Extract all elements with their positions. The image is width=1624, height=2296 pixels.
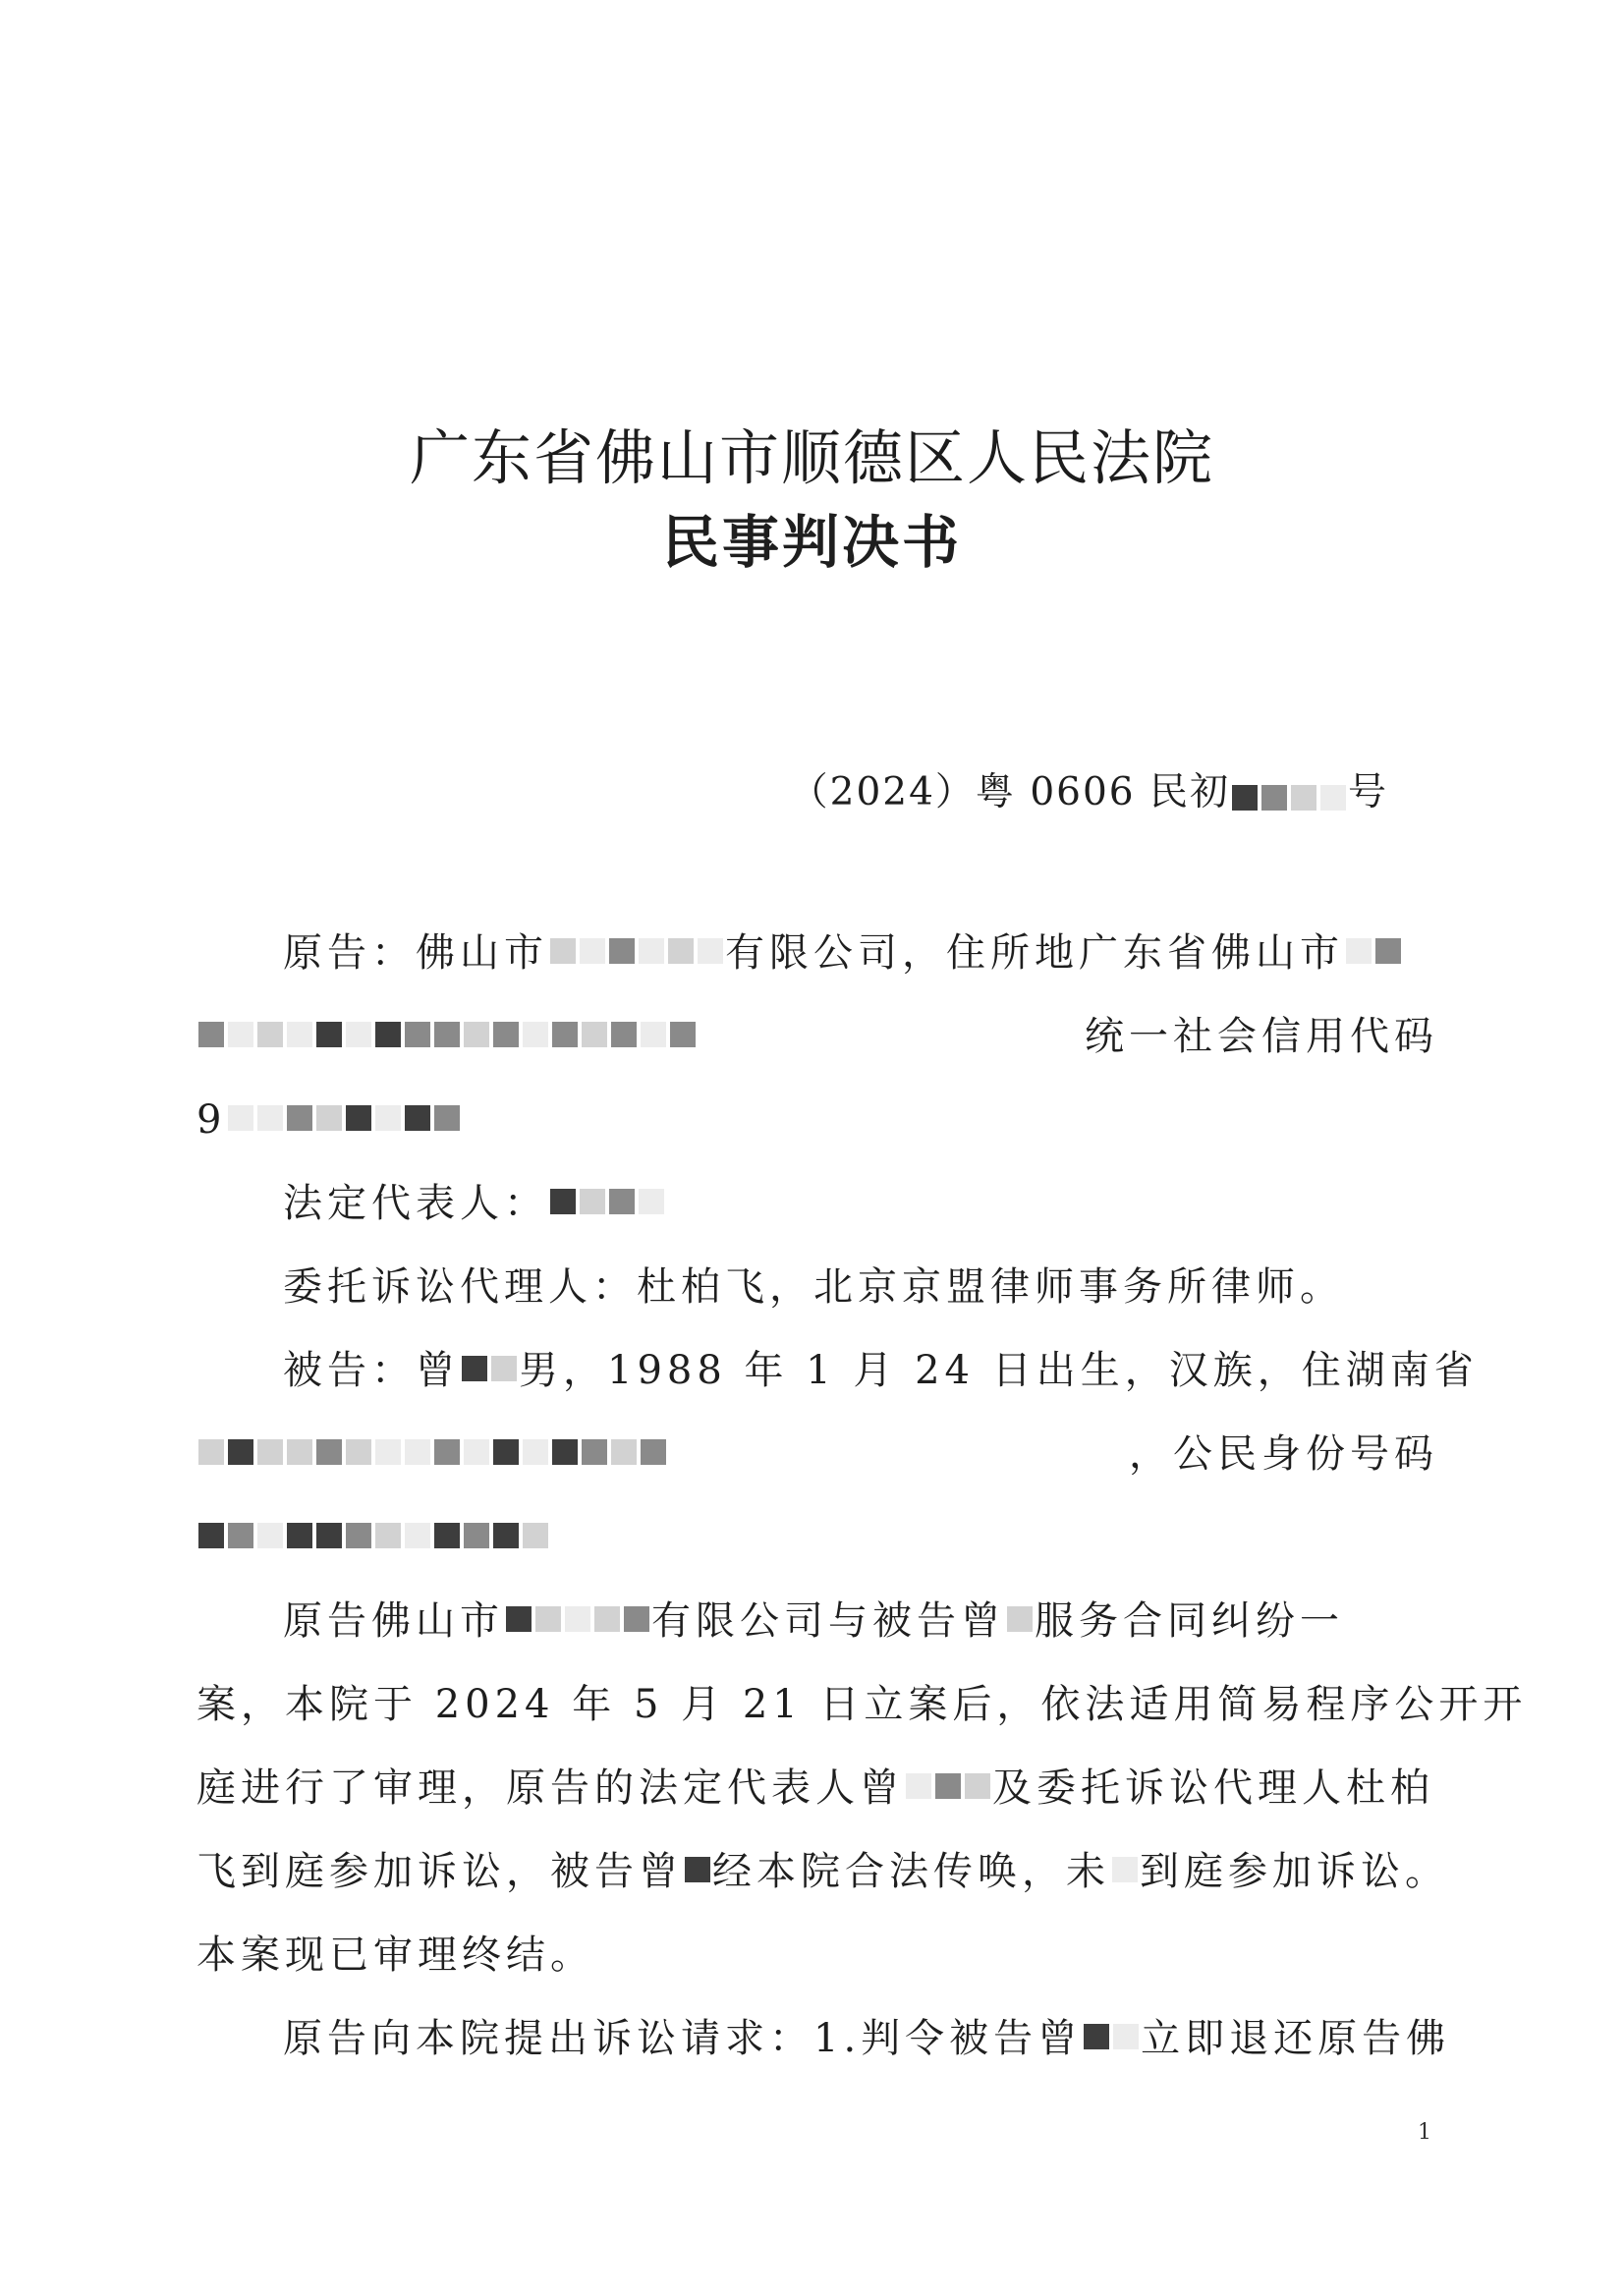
claims-line-1 (196, 2009, 1525, 2068)
case-intro-text: 飞到庭参加诉讼，被告曾 (196, 1849, 683, 1894)
case-number-suffix: 号 (1347, 770, 1388, 814)
case-intro-line-1 (196, 1592, 1525, 1651)
case-intro-text: 原告佛山市 (283, 1598, 504, 1644)
case-intro-text: 案，本院于 2024 年 5 月 21 日立案后，依法适用简易程序公开开 (196, 1682, 1528, 1727)
defendant-details: 男，1988 年 1 月 24 日出生，汉族，住湖南省 (519, 1348, 1479, 1393)
plaintiff-address-text: 有限公司，住所地广东省佛山市 (725, 930, 1344, 976)
redacted-mosaic (504, 1599, 651, 1639)
case-intro-line-5 (196, 1926, 1438, 1985)
plaintiff-line-2 (196, 1007, 1438, 1066)
court-name: 广东省佛山市顺德区人民法院 (409, 423, 1214, 493)
claims-text: 立即退还原告佛 (1141, 2016, 1451, 2061)
redacted-mosaic (1230, 778, 1348, 817)
defendant-line-2 (196, 1425, 1438, 1484)
case-intro-line-3 (196, 1759, 1438, 1818)
case-intro-text: 有限公司与被告曾 (651, 1598, 1005, 1644)
case-intro-text: 及委托诉讼代理人杜柏 (992, 1765, 1434, 1811)
id-number-label: ，公民身份号码 (1129, 1431, 1438, 1477)
case-intro-text: 经本院合法传唤，未 (712, 1849, 1110, 1894)
redacted-mosaic (683, 1850, 712, 1889)
case-number-prefix: （2024）粤 0606 民初 (789, 770, 1230, 814)
redacted-mosaic (1344, 931, 1403, 971)
redacted-mosaic (460, 1349, 519, 1388)
defendant-line-3 (196, 1508, 1438, 1567)
plaintiff-line-3 (196, 1091, 1438, 1149)
case-intro-text: 到庭参加诉讼。 (1140, 1849, 1449, 1894)
legal-rep-label: 法定代表人： (283, 1181, 548, 1226)
redacted-mosaic (226, 1098, 462, 1138)
redacted-mosaic (1005, 1599, 1035, 1639)
legal-representative-line (196, 1174, 1525, 1233)
case-intro-line-4 (196, 1842, 1449, 1901)
document-type-title: 民事判决书 (661, 509, 962, 576)
claims-text: 原告向本院提出诉讼请求：1.判令被告曾 (283, 2016, 1083, 2061)
agent-line (196, 1258, 1525, 1316)
redacted-mosaic (904, 1766, 992, 1806)
case-intro-text: 庭进行了审理，原告的法定代表人曾 (196, 1765, 904, 1811)
redacted-mosaic (196, 1015, 698, 1054)
case-intro-text: 服务合同纠纷一 (1035, 1598, 1344, 1644)
case-intro-text: 本案现已审理终结。 (196, 1932, 594, 1978)
credit-code-start: 9 (196, 1097, 227, 1143)
redacted-mosaic (1110, 1850, 1140, 1889)
plaintiff-line-1 (196, 924, 1525, 982)
defendant-label: 被告：曾 (283, 1348, 460, 1393)
plaintiff-label: 原告：佛山市 (283, 930, 548, 976)
case-intro-line-2 (196, 1675, 1528, 1734)
redacted-mosaic (548, 931, 725, 971)
credit-code-label: 统一社会信用代码 (1085, 1014, 1438, 1059)
page-number: 1 (1418, 2120, 1431, 2145)
agent-text: 委托诉讼代理人：杜柏飞，北京京盟律师事务所律师。 (283, 1264, 1344, 1310)
defendant-line-1 (196, 1341, 1525, 1400)
redacted-mosaic (196, 1432, 668, 1472)
case-number (790, 761, 1388, 817)
redacted-mosaic (196, 1516, 550, 1555)
redacted-mosaic (548, 1182, 666, 1221)
redacted-mosaic (1082, 2017, 1141, 2056)
